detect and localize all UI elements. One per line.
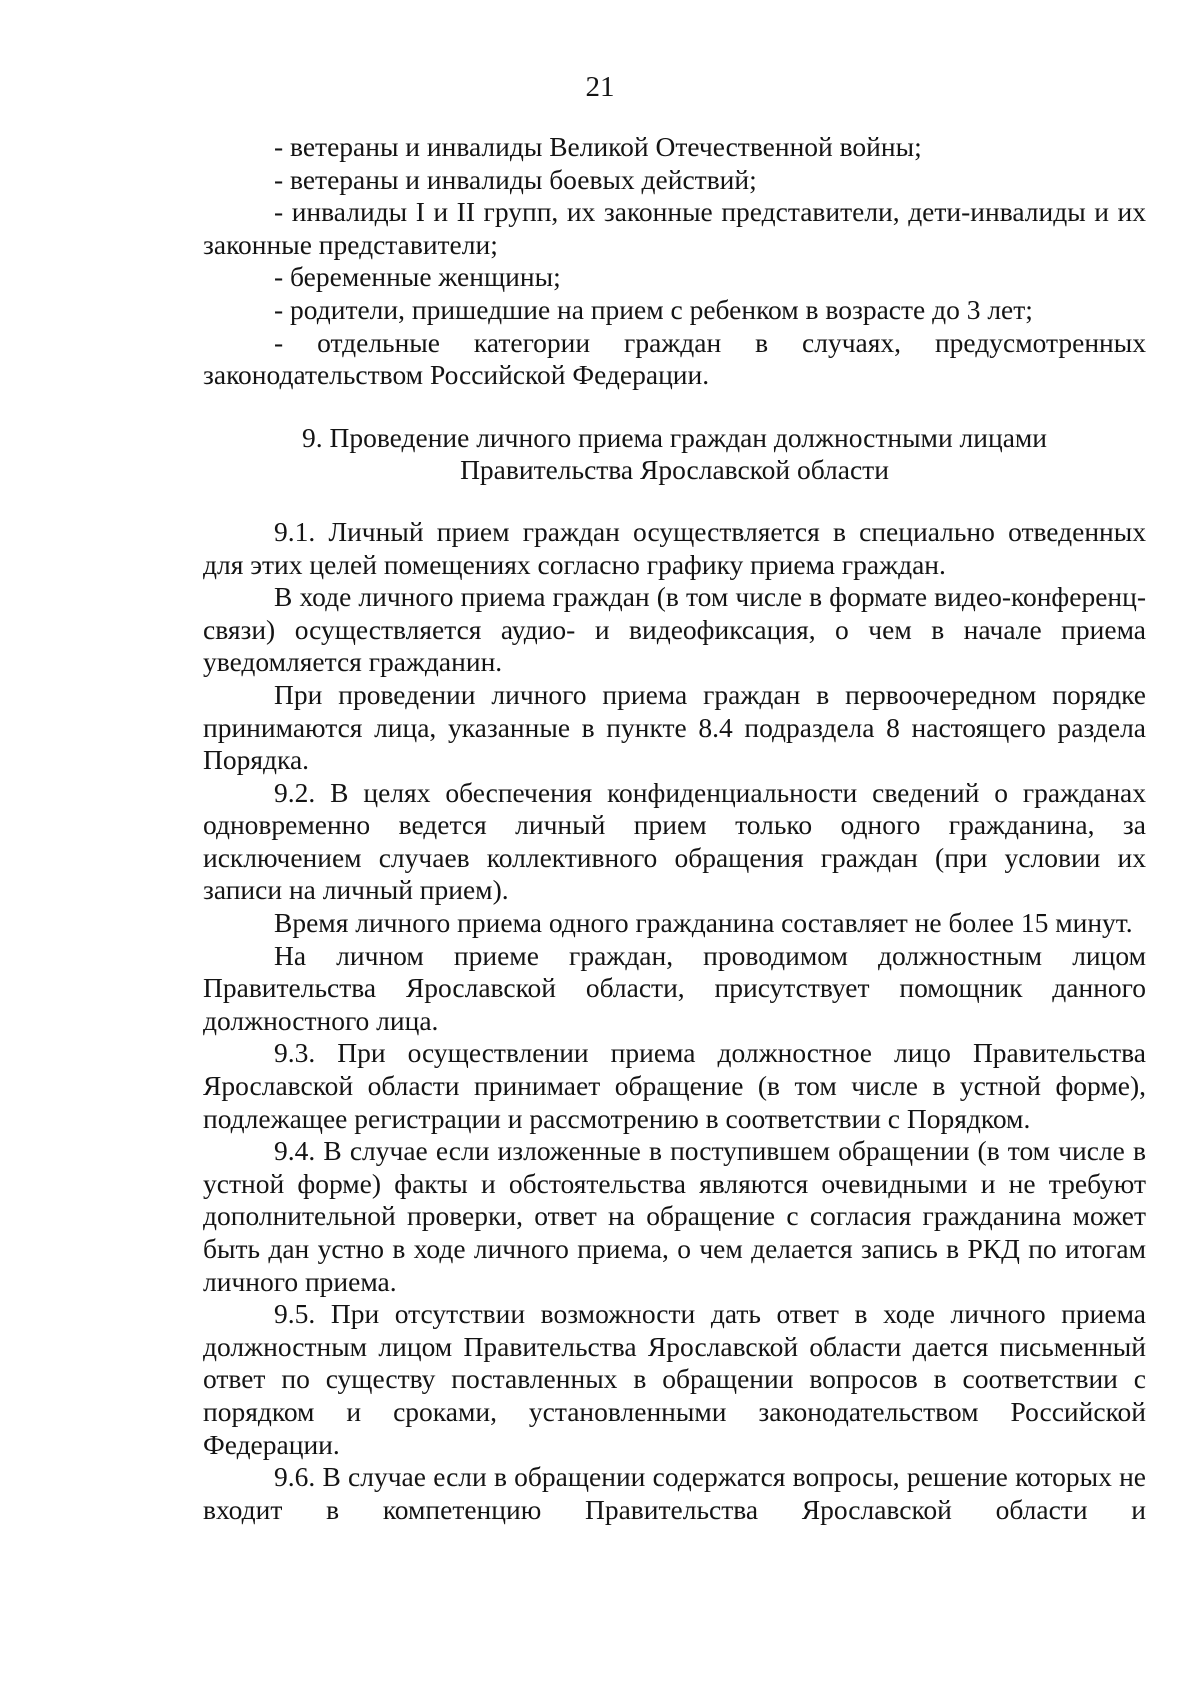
list-item: - ветераны и инвалиды Великой Отечественной войны;: [274, 131, 922, 162]
section-heading: [203, 422, 1146, 487]
section-paragraphs: [203, 516, 1146, 1526]
paragraph: 9.5. При отсутствии возможности дать ответ в ходе личного приема должностным лицом Правительства Ярославской области дается письменный ответ по существу поставленных в обращении вопросов в соответствии с порядком и сроками, установленными законодательством Российской Федерации.: [203, 1298, 1146, 1460]
paragraph: На личном приеме граждан, проводимом должностным лицом Правительства Ярославской области, присутствует помощник данного должностного лица.: [203, 939, 1146, 1036]
list-item: - ветераны и инвалиды боевых действий;: [274, 163, 757, 195]
paragraph: 9.1. Личный прием граждан осуществляется в специально отведенных для этих целей помещениях согласно графику приема граждан.: [203, 515, 1146, 580]
list-item: - инвалиды I и II групп, их законные представители, дети-инвалиды и их законные представители;: [203, 196, 1146, 260]
priority-categories-list: [203, 131, 1146, 392]
paragraph: 9.3. При осуществлении приема должностное лицо Правительства Ярославской области принимает обращение (в том числе в устной форме), подлежащее регистрации и рассмотрению в соответствии с Порядком.: [203, 1037, 1146, 1134]
section-heading-line: 9. Проведение личного приема граждан должностными лицами: [301, 421, 1048, 453]
paragraph: 9.6. В случае если в обращении содержатся вопросы, решение которых не входит в компетенцию Правительства Ярославской области и: [203, 1461, 1146, 1525]
list-item: - беременные женщины;: [274, 261, 561, 293]
list-item: - отдельные категории граждан в случаях, предусмотренных законодательством Российской Федерации.: [203, 326, 1146, 391]
paragraph: Время личного приема одного гражданина составляет не более 15 минут.: [274, 907, 1133, 939]
section-heading-line: Правительства Ярославской области: [460, 454, 889, 486]
paragraph: В ходе личного приема граждан (в том числе в формате видео-конференц-связи) осуществляется аудио- и видеофиксация, о чем в начале приема уведомляется гражданин.: [203, 581, 1146, 678]
paragraph: 9.2. В целях обеспечения конфиденциальности сведений о гражданах одновременно ведется личный прием только одного гражданина, за исключением случаев коллективного обращения граждан (при условии их записи на личный прием).: [203, 776, 1146, 906]
page-number: 21: [585, 71, 615, 103]
paragraph: При проведении личного приема граждан в первоочередном порядке принимаются лица, указанные в пункте 8.4 подраздела 8 настоящего раздела Порядка.: [203, 678, 1146, 776]
paragraph: 9.4. В случае если изложенные в поступившем обращении (в том числе в устной форме) факты и обстоятельства являются очевидными и не требуют дополнительной проверки, ответ на обращение с согласия гражданина может быть дан устно в ходе личного приема, о чем делается запись в РКД по итогам личного приема.: [203, 1135, 1146, 1297]
document-body: [203, 131, 1146, 1526]
list-item: - родители, пришедшие на прием с ребенком в возрасте до 3 лет;: [274, 293, 1033, 325]
